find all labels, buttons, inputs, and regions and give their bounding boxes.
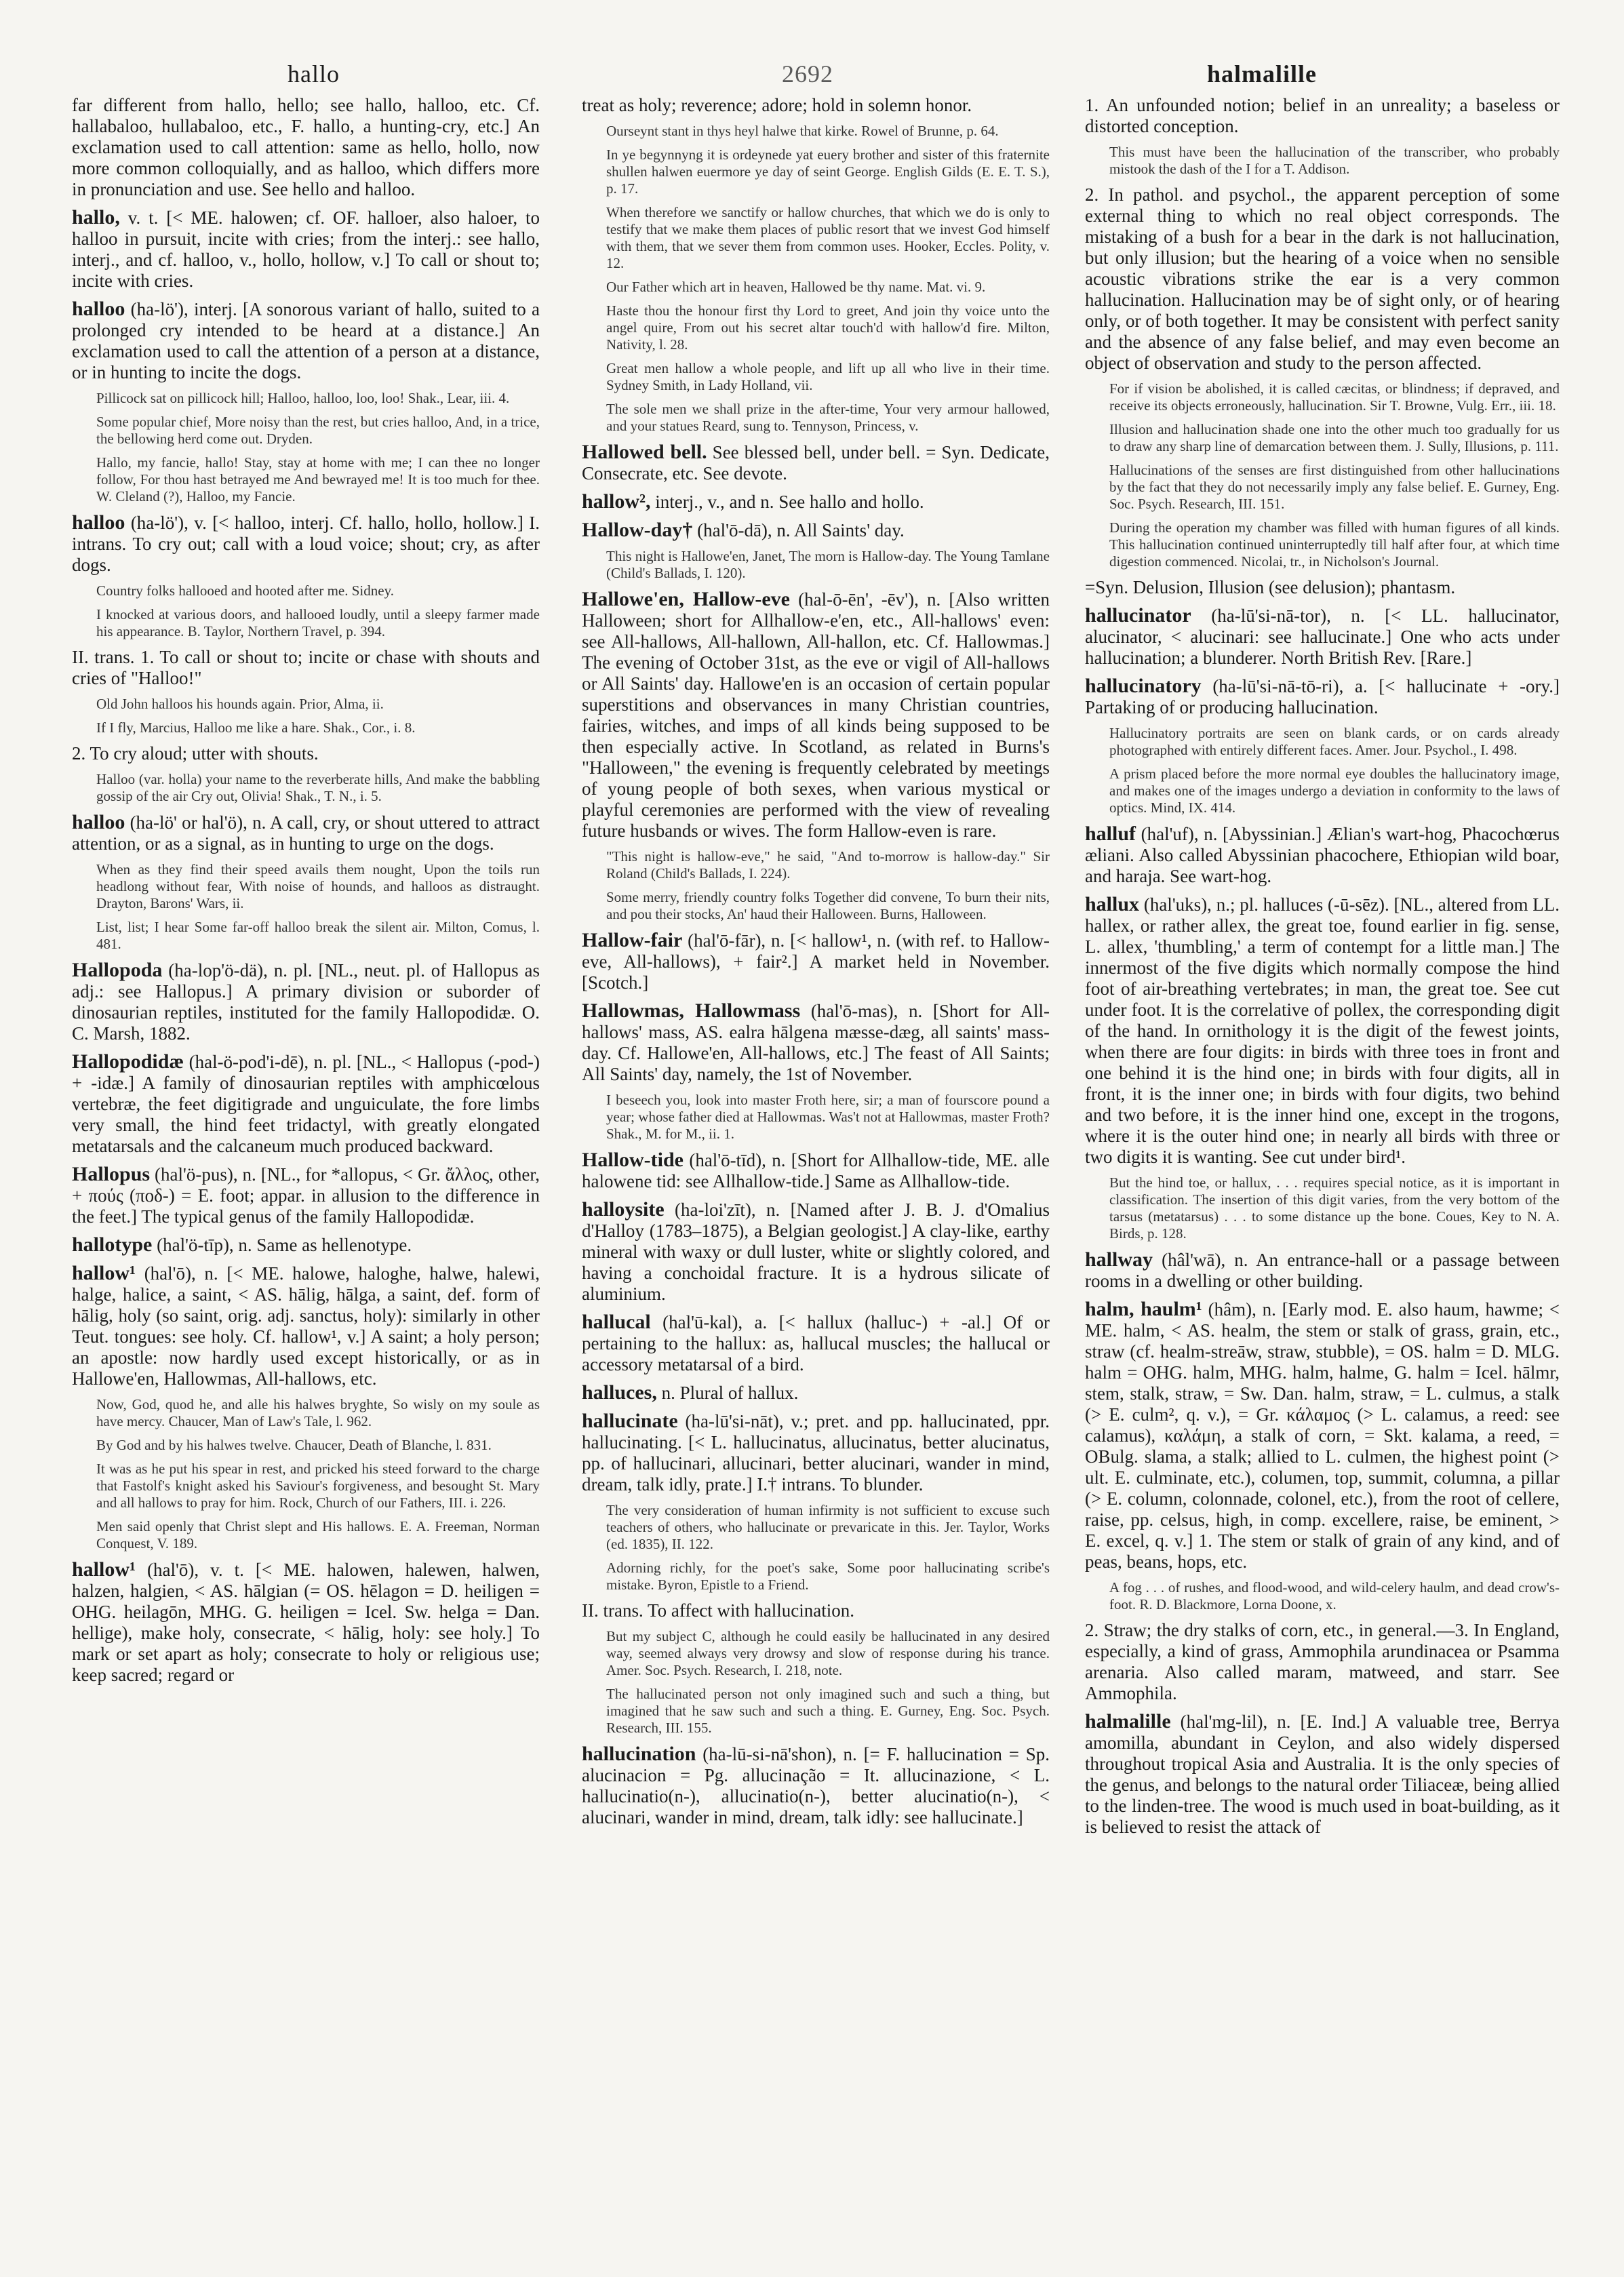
quotation-text: But the hind toe, or hallux, . . . requires special notice, as it is important in classification. The insertion of this digit varies, from the very bottom of the tarsus (metatarsus) . . . to some distance up the bone. Coues, Key to N. A. Birds, p. 128. <box>1109 1174 1560 1242</box>
quotation <box>606 1686 1050 1737</box>
headword: Hallow-tide <box>582 1149 684 1171</box>
dictionary-entry <box>72 298 540 383</box>
quotation <box>1109 144 1560 178</box>
entry-text: (ha-lū'si-nāt), v.; pret. and pp. hallucinated, ppr. hallucinating. [< L. hallucinatus, allucinatus, better alucinatus, pp. of hallucinari, allucinari, better alucinari, wander in mind, dream, talk idly, prate.] I.† intrans. To blunder. <box>582 1411 1050 1494</box>
dictionary-entry <box>72 812 540 854</box>
quotation-text: Some popular chief, More noisy than the rest, but cries halloo, And, in a trice, the bellowing herd come out. Dryden. <box>96 414 540 447</box>
entry-text: (hal'mg-lil), n. [E. Ind.] A valuable tree, Berrya amomilla, abundant in Ceylon, and also widely dispersed throughout tropical Asia and Australia. It is the only species of the genus, and belongs to the natural order Tiliaceæ, being allied to the linden-tree. The wood is much used in boat-building, as it is believed to resist the attack of <box>1085 1711 1560 1837</box>
quotation-text: Old John halloos his hounds again. Prior, Alma, ii. <box>96 696 384 712</box>
headword: Hallopoda <box>72 959 163 981</box>
quotation <box>1109 725 1560 759</box>
dictionary-entry <box>582 1000 1050 1085</box>
quotation <box>96 1461 540 1511</box>
dictionary-entry <box>582 589 1050 842</box>
entry-text: interj., v., and n. See hallo and hollo. <box>655 492 924 512</box>
entry-text: (hal-ō-ēn', -ēv'), n. [Also written Halloween; short for Allhallow-e'en, etc., All-hallows' even: see All-hallows, All-hallown, All-hallon, etc. Cf. Hallowmas.] The evening of October 31st, as the eve or vigil of All-hallows or All Saints' day. Hallowe'en is an occasion of certain popular superstitions and observances in many Christian countries, fairies, witches, and imps of all kinds being supposed to be then especially active. In Scotland, as related in Burns's "Halloween," the evening is frequently celebrated by meetings of young people of both sexes, when various mystical or playful ceremonies are performed with the view of revealing future husbands or wives. The form Hallow-even is rare. <box>582 589 1050 841</box>
entry-text: 2. In pathol. and psychol., the apparent perception of some external thing to which no real object corresponds. The mistaking of a bush for a bear in the dark is not hallucination, but only illusion; but the hearing of a voice when no sensible acoustic vibrations strike the ear is a very common hallucination. Hallucination may be of sight only, or of hearing only, or of both together. It may be consistent with perfect sanity and the absence of any false belief, and may even become an object of observation and study to the person affected. <box>1085 184 1560 373</box>
quotation <box>96 606 540 640</box>
column-left <box>72 95 540 2251</box>
quotation <box>1109 1579 1560 1613</box>
quotation-text: Now, God, quod he, and alle his halwes bryghte, So wisly on my soule as have mercy. Chaucer, Man of Law's Tale, l. 962. <box>96 1396 540 1429</box>
headword: Hallow-fair <box>582 929 683 951</box>
dictionary-entry <box>72 207 540 292</box>
quotation <box>606 360 1050 394</box>
headword: halmalille <box>1085 1710 1171 1733</box>
entry-text: far different from hallo, hello; see hallo, halloo, etc. Cf. hallabaloo, hullabaloo, etc., F. hallo, a hunting-cry, etc.] An exclamation used to call attention: same as hello, hollo, now more common colloquially, and as halloo, which differs more in pronunciation and use. See hello and halloo. <box>72 95 540 199</box>
quotation-text: By God and by his halwes twelve. Chaucer, Death of Blanche, l. 831. <box>96 1437 492 1453</box>
quotation-text: The sole men we shall prize in the after-time, Your very armour hallowed, and your statues Reard, sung to. Tennyson, Princess, v. <box>606 401 1050 434</box>
quotation-text: Pillicock sat on pillicock hill; Halloo, halloo, loo, loo! Shak., Lear, iii. 4. <box>96 390 510 406</box>
quotation <box>606 401 1050 435</box>
dictionary-entry <box>582 930 1050 993</box>
quotation-text: Great men hallow a whole people, and lift up all who live in their time. Sydney Smith, in Lady Holland, vii. <box>606 360 1050 393</box>
quotation-text: Our Father which art in heaven, Hallowed be thy name. Mat. vi. 9. <box>606 279 986 295</box>
dictionary-entry <box>1085 1249 1560 1292</box>
entry-text: treat as holy; reverence; adore; hold in solemn honor. <box>582 95 972 115</box>
entry-text: (ha-lö'), v. [< halloo, interj. Cf. hallo, hollo, hollow.] I. intrans. To cry out; call with a loud voice; shout; cry, as after dogs. <box>72 513 540 575</box>
dictionary-entry <box>1085 1299 1560 1572</box>
headword: hallux <box>1085 893 1140 915</box>
entry-text: (hal'ō), n. [< ME. halowe, haloghe, halwe, halewi, halge, halice, a saint, < AS. hālig, hālga, a saint, def. form of hālig, holy (so saint, orig. adj. sanctus, holy): similarly in other Teut. tongues: see holy. Cf. hallow¹, v.] A saint; a holy person; an apostle: now hardly used except historically, or as in Hallowe'en, Hallowmas, All-hallows, etc. <box>72 1263 540 1389</box>
entry-text: (hâl'wā), n. An entrance-hall or a passage between rooms in a dwelling or other building. <box>1085 1250 1560 1291</box>
quotation <box>606 848 1050 882</box>
entry-text: (ha-lop'ö-dä), n. pl. [NL., neut. pl. of Hallopus as adj.: see Hallopus.] A primary division or suborder of dinosaurian reptiles, instituted for the family Hallopodidæ. O. C. Marsh, 1882. <box>72 960 540 1044</box>
headword: halloysite <box>582 1198 665 1221</box>
quotation <box>1109 462 1560 513</box>
headword: halloo <box>72 811 125 833</box>
quotation <box>96 861 540 912</box>
entry-text: (ha-lū'si-nā-tō-ri), a. [< hallucinate + -ory.] Partaking of or producing hallucination. <box>1085 676 1560 717</box>
headword: Hallopodidæ <box>72 1050 184 1073</box>
headword: hallucinatory <box>1085 675 1202 697</box>
quotation <box>96 390 540 407</box>
quotation <box>96 414 540 448</box>
entry-text: See blessed bell, under bell. = Syn. Dedicate, Consecrate, etc. See devote. <box>582 442 1050 483</box>
definition-paragraph <box>1085 577 1560 598</box>
dictionary-entry <box>72 1164 540 1227</box>
entry-text: (ha-lū'si-nā-tor), n. [< LL. hallucinator, alucinator, < alucinari: see hallucinate.] One who acts under hallucination; a blunderer. North British Rev. [Rare.] <box>1085 606 1560 668</box>
headword: hallucinator <box>1085 604 1191 627</box>
quotation-text: It was as he put his spear in rest, and pricked his steed forward to the charge that Fastolf's knight asked his Saviour's forgiveness, and besought St. Mary and all hallows to pray for him. Rock, Church of our Fathers, III. i. 226. <box>96 1461 540 1511</box>
column-middle <box>582 95 1050 2251</box>
entry-text: =Syn. Delusion, Illusion (see delusion); phantasm. <box>1085 577 1456 597</box>
quotation-text: A prism placed before the more normal eye doubles the hallucinatory image, and makes one of the images undergo a deviation in conformity to the laws of optics. Mind, IX. 414. <box>1109 766 1560 816</box>
headword: hallow², <box>582 490 651 513</box>
headword: halm, haulm¹ <box>1085 1298 1202 1320</box>
headword: Hallowed bell. <box>582 441 707 463</box>
headword: halluces, <box>582 1381 657 1404</box>
entry-text: (hal'ö-pus), n. [NL., for *allopus, < Gr. ἄλλος, other, + πούς (ποδ-) = E. foot; appar. in allusion to the difference in the feet.] The typical genus of the family Hallopodidæ. <box>72 1164 540 1227</box>
headword: Hallopus <box>72 1163 151 1185</box>
quotation <box>606 889 1050 923</box>
definition-paragraph <box>72 743 540 764</box>
dictionary-entry <box>582 1199 1050 1305</box>
headword: hallucination <box>582 1743 696 1765</box>
definition-paragraph <box>72 95 540 200</box>
quotation-text: During the operation my chamber was filled with human figures of all kinds. This hallucination continued uninterruptedly till half after four, at which time digestion commenced. Nicolai, tr., in Nicholson's Journal. <box>1109 519 1560 570</box>
dictionary-entry <box>72 1234 540 1256</box>
quotation-text: Haste thou the honour first thy Lord to greet, And join thy voice unto the angel quire, From out his secret altar touch'd with hallow'd fire. Milton, Nativity, l. 28. <box>606 302 1050 353</box>
dictionary-entry <box>582 1743 1050 1828</box>
quotation <box>606 548 1050 582</box>
entry-text: n. Plural of hallux. <box>661 1383 799 1403</box>
definition-paragraph <box>1085 1620 1560 1704</box>
entry-text: (ha-lö'), interj. [A sonorous variant of hallo, suited to a prolonged cry intended to be heard at a distance.] An exclamation used to call the attention of a person at a distance, or in hunting to incite the dogs. <box>72 299 540 382</box>
entry-text: II. trans. 1. To call or shout to; incite or chase with shouts and cries of "Halloo!" <box>72 647 540 688</box>
definition-paragraph <box>1085 95 1560 137</box>
headword: Hallowe'en, Hallow-eve <box>582 588 790 610</box>
quotation <box>96 919 540 953</box>
quotation-text: If I fly, Marcius, Halloo me like a hare. Shak., Cor., i. 8. <box>96 719 416 736</box>
quotation <box>96 771 540 805</box>
dictionary-entry <box>1085 823 1560 887</box>
entry-text: (hal'ō-tīd), n. [Short for Allhallow-tide, ME. alle halowene tid: see Allhallow-tide.] Same as Allhallow-tide. <box>582 1150 1050 1191</box>
quotation <box>96 719 540 736</box>
dictionary-entry <box>1085 675 1560 718</box>
quotation <box>606 123 1050 140</box>
entry-text: (hal'ō-mas), n. [Short for All-hallows' mass, AS. ealra hālgena mæsse-dæg, all saints' mass-day. Cf. Hallowe'en, All-hallows, etc.] The feast of All Saints; All Saints' day, namely, the 1st of November. <box>582 1001 1050 1084</box>
entry-text: v. t. [< ME. halowen; cf. OF. halloer, also haloer, to halloo in pursuit, incite with cries; from the interj.: see hallo, interj., and cf. halloo, v., hollo, hollow, v.] To call or shout to; incite with cries. <box>72 207 540 291</box>
entry-text: (ha-loi'zīt), n. [Named after J. B. J. d'Omalius d'Halloy (1783–1875), a Belgian geologist.] A clay-like, earthy mineral with waxy or dull luster, white or slightly colored, and having a conchoidal fracture. It is a hydrous silicate of aluminium. <box>582 1200 1050 1304</box>
dictionary-entry <box>1085 605 1560 669</box>
quotation <box>606 279 1050 296</box>
entry-text: 2. To cry aloud; utter with shouts. <box>72 743 319 764</box>
quotation <box>96 1518 540 1552</box>
quotation-text: Hallucinatory portraits are seen on blank cards, or on cards already photographed with entirely different faces. Amer. Jour. Psychol., I. 498. <box>1109 725 1560 758</box>
quotation <box>606 204 1050 272</box>
definition-paragraph <box>1085 184 1560 374</box>
right-guide-word: halmalille <box>1207 60 1317 87</box>
column-right <box>1085 95 1560 2251</box>
quotation-text: Illusion and hallucination shade one into the other much too gradually for us to draw any sharp line of demarcation between them. J. Sully, Illusions, p. 111. <box>1109 421 1560 454</box>
quotation <box>96 582 540 599</box>
headword: hallow¹ <box>72 1558 136 1581</box>
quotation-text: Men said openly that Christ slept and His hallows. E. A. Freeman, Norman Conquest, V. 189. <box>96 1518 540 1551</box>
dictionary-entry <box>582 519 1050 541</box>
entry-text: (ha-lū-si-nā'shon), n. [= F. hallucination = Sp. alucinacion = Pg. allucinação = It. allucinazione, < L. hallucinatio(n-), allucinatio(n-), better alucinatio(n-), < alucinari, wander in mind, dream, talk idly: see hallucinate.] <box>582 1744 1050 1827</box>
headword: hallucal <box>582 1311 651 1333</box>
headword: halloo <box>72 298 125 320</box>
headword: Hallowmas, Hallowmass <box>582 999 801 1022</box>
quotation-text: I beseech you, look into master Froth here, sir; a man of fourscore pound a year; whose father died at Hallowmas. Was't not at Hallowmas, master Froth? Shak., M. for M., ii. 1. <box>606 1092 1050 1142</box>
quotation <box>96 1437 540 1454</box>
headword: Hallow-day† <box>582 519 693 541</box>
quotation <box>96 454 540 505</box>
dictionary-entry <box>72 1263 540 1389</box>
quotation <box>606 1092 1050 1143</box>
headword: halluf <box>1085 823 1136 845</box>
entry-text: (hal'ō), v. t. [< ME. halowen, halewen, halwen, halzen, halgien, < AS. hālgian (= OS. hēlagon = D. heiligen = OHG. heilagōn, MHG. G. heiligen = Icel. Sw. helga = Dan. hellige), make holy, consecrate, < hālig, holy: see holy.] To mark or set apart as holy; consecrate to holy or religious use; keep sacred; regard or <box>72 1560 540 1685</box>
quotation-text: Adorning richly, for the poet's sake, Some poor hallucinating scribe's mistake. Byron, Epistle to a Friend. <box>606 1560 1050 1593</box>
dictionary-entry <box>1085 1711 1560 1838</box>
quotation-text: Hallucinations of the senses are first distinguished from other hallucinations by the fact that they do not necessarily imply any false belief. E. Gurney, Eng. Soc. Psych. Research, III. 151. <box>1109 462 1560 512</box>
entry-text: (hâm), n. [Early mod. E. also haum, hawme; < ME. halm, < AS. healm, the stem or stalk of grass, grain, etc., straw (cf. healm-streāw, straw, stubble), = OS. halm = D. MLG. halm = OHG. halm, MHG. halm, halme, G. halm = Icel. hālmr, stem, stalk, straw, = Sw. Dan. halm, straw, = L. culmus, a stalk (> E. culm², q. v.), = Gr. κάλαμος (> L. calamus, a reed: see calamus), καλάμη, a stalk of corn, = Skt. kalama, a reed, = OBulg. slama, a stalk; allied to L. culmen, the highest point (> ult. E. culminate, etc.), columen, top, summit, columna, a pillar (> E. column, colonnade, colonel, etc.), from the root of cellere, raise, pp. celsus, high, in comp. excellere, raise, be eminent, > E. excel, q. v.] 1. The stem or stalk of grain of any kind, and of peas, beans, hops, etc. <box>1085 1299 1560 1572</box>
page-number: 2692 <box>782 60 833 87</box>
headword: hallway <box>1085 1248 1153 1271</box>
quotation <box>606 1628 1050 1679</box>
entry-text: (hal-ö-pod'i-dē), n. pl. [NL., < Hallopus (-pod-) + -idæ.] A family of dinosaurian reptiles with amphicœlous vertebræ, the feet digitigrade and unguiculate, the fore limbs very small, the hind feet tridactyl, with greatly elongated metatarsals and the calcaneum much produced backward. <box>72 1052 540 1156</box>
quotation-text: List, list; I hear Some far-off halloo break the silent air. Milton, Comus, l. 481. <box>96 919 540 952</box>
quotation <box>1109 766 1560 816</box>
quotation-text: When therefore we sanctify or hallow churches, that which we do is only to testify that we make them places of public resort that we invest God himself with them, that we sever them from common uses. Hooker, Eccles. Polity, v. 12. <box>606 204 1050 271</box>
dictionary-entry <box>72 959 540 1044</box>
dictionary-entry <box>72 512 540 576</box>
quotation-text: Hallo, my fancie, hallo! Stay, stay at home with me; I can thee no longer follow, For thou hast betrayed me And bewrayed me! It is too much for thee. W. Cleland (?), Halloo, my Fancie. <box>96 454 540 504</box>
dictionary-entry <box>582 1382 1050 1404</box>
dictionary-entry <box>582 441 1050 484</box>
quotation-text: A fog . . . of rushes, and flood-wood, and wild-celery haulm, and dead crow's-foot. R. D. Blackmore, Lorna Doone, x. <box>1109 1579 1560 1612</box>
dictionary-entry <box>72 1051 540 1157</box>
entry-text: (hal'ö-tīp), n. Same as hellenotype. <box>157 1235 412 1255</box>
quotation <box>1109 380 1560 414</box>
entry-text: (hal'uf), n. [Abyssinian.] Ælian's wart-hog, Phacochœrus æliani. Also called Abyssinian phacochere, Ethiopian wild boar, and haraja. See wart-hog. <box>1085 824 1560 886</box>
dictionary-entry <box>1085 894 1560 1168</box>
dictionary-entry <box>582 1149 1050 1192</box>
quotation-text: But my subject C, although he could easily be hallucinated in any desired way, seemed always very drowsy and slow of response during his trance. Amer. Soc. Psych. Research, I. 218, note. <box>606 1628 1050 1678</box>
quotation <box>606 1502 1050 1553</box>
dictionary-entry <box>582 1410 1050 1495</box>
definition-paragraph <box>582 1600 1050 1621</box>
quotation-text: Some merry, friendly country folks Together did convene, To burn their nits, and pou their stocks, An' haud their Halloween. Burns, Halloween. <box>606 889 1050 922</box>
quotation-text: In ye begynnyng it is ordeynede yat euery brother and sister of this fraternite shullen halwen euermore ye day of seint George. English Gilds (E. E. T. S.), p. 17. <box>606 146 1050 197</box>
entry-text: (hal'uks), n.; pl. halluces (-ū-sēz). [NL., altered from LL. hallex, or rather allex, the great toe, found earlier in fig. sense, L. allex, 'thumbling,' a term of contempt for a little man.] The innermost of the five digits which normally compose the hind foot of air-breathing vertebrates; in man, the great toe. See cut under foot. It is the correlative of pollex, the corresponding digit of the hand. In ornithology it is the digit of the fewest joints, when there are four digits: in birds with three toes in front and one behind it is the hind one; in birds with four digits, all in front, it is the inner one; in birds with four digits, two behind and two before, it is the inner hind one, except in the trogons, where it is the outer hind one; in nearly all birds with three or two digits it is wanting. See cut under bird¹. <box>1085 894 1560 1167</box>
quotation <box>96 1396 540 1430</box>
dictionary-entry <box>582 491 1050 513</box>
entry-text: 1. An unfounded notion; belief in an unreality; a baseless or distorted conception. <box>1085 95 1560 136</box>
quotation-text: When as they find their speed avails them nought, Upon the toils run headlong without fear, With noise of hounds, and halloos as distraught. Drayton, Barons' Wars, ii. <box>96 861 540 911</box>
quotation <box>96 696 540 713</box>
quotation-text: Ourseynt stant in thys heyl halwe that kirke. Rowel of Brunne, p. 64. <box>606 123 999 139</box>
dictionary-entry <box>72 1559 540 1686</box>
quotation <box>606 302 1050 353</box>
quotation-text: "This night is hallow-eve," he said, "And to-morrow is hallow-day." Sir Roland (Child's Ballads, I. 224). <box>606 848 1050 882</box>
headword: halloo <box>72 511 125 534</box>
quotation-text: Country folks hallooed and hooted after me. Sidney. <box>96 582 394 599</box>
quotation-text: The very consideration of human infirmity is not sufficient to excuse such teachers of others, who hallucinate or prevaricate in this. Jer. Taylor, Works (ed. 1835), II. 122. <box>606 1502 1050 1552</box>
dictionary-entry <box>582 1311 1050 1375</box>
quotation-text: Halloo (var. holla) your name to the reverberate hills, And make the babbling gossip of the air Cry out, Olivia! Shak., T. N., i. 5. <box>96 771 540 804</box>
entry-text: (hal'ū-kal), a. [< hallux (halluc-) + -al.] Of or pertaining to the hallux: as, hallucal muscles; the hallucal or accessory metatarsal of a bird. <box>582 1312 1050 1374</box>
headword: hallow¹ <box>72 1262 136 1284</box>
quotation-text: This night is Hallowe'en, Janet, The morn is Hallow-day. The Young Tamlane (Child's Ballads, I. 120). <box>606 548 1050 581</box>
headword: hallucinate <box>582 1410 678 1432</box>
quotation-text: I knocked at various doors, and hallooed loudly, until a sleepy farmer made his appearance. B. Taylor, Northern Travel, p. 394. <box>96 606 540 639</box>
quotation <box>606 1560 1050 1593</box>
quotation-text: This must have been the hallucination of the transcriber, who probably mistook the dash of the I for a T. Addison. <box>1109 144 1560 177</box>
entry-text: (hal'ō-dā), n. All Saints' day. <box>697 520 905 540</box>
entry-text: (hal'ō-fār), n. [< hallow¹, n. (with ref. to Hallow-eve, All-hallows), + fair².] A market held in November. [Scotch.] <box>582 930 1050 993</box>
quotation <box>1109 421 1560 455</box>
entry-text: II. trans. To affect with hallucination. <box>582 1600 854 1621</box>
quotation-text: For if vision be abolished, it is called cæcitas, or blindness; if depraved, and receive its objects erroneously, hallucination. Sir T. Browne, Vulg. Err., iii. 18. <box>1109 380 1560 414</box>
left-guide-word: hallo <box>288 60 340 87</box>
entry-text: (ha-lö' or hal'ö), n. A call, cry, or shout uttered to attract attention, or as a signal, as in hunting to urge on the dogs. <box>72 812 540 854</box>
quotation-text: The hallucinated person not only imagined such and such a thing, but imagined that he saw such and such a thing. E. Gurney, Eng. Soc. Psych. Research, III. 155. <box>606 1686 1050 1736</box>
quotation <box>606 146 1050 197</box>
definition-paragraph <box>582 95 1050 116</box>
definition-paragraph <box>72 647 540 689</box>
entry-text: 2. Straw; the dry stalks of corn, etc., in general.—3. In England, especially, a kind of grass, Ammophila arundinacea or Psamma arenaria. Also called maram, matweed, and starr. See Ammophila. <box>1085 1620 1560 1703</box>
headword: hallo, <box>72 206 120 229</box>
quotation <box>1109 1174 1560 1242</box>
quotation <box>1109 519 1560 570</box>
headword: hallotype <box>72 1233 153 1256</box>
